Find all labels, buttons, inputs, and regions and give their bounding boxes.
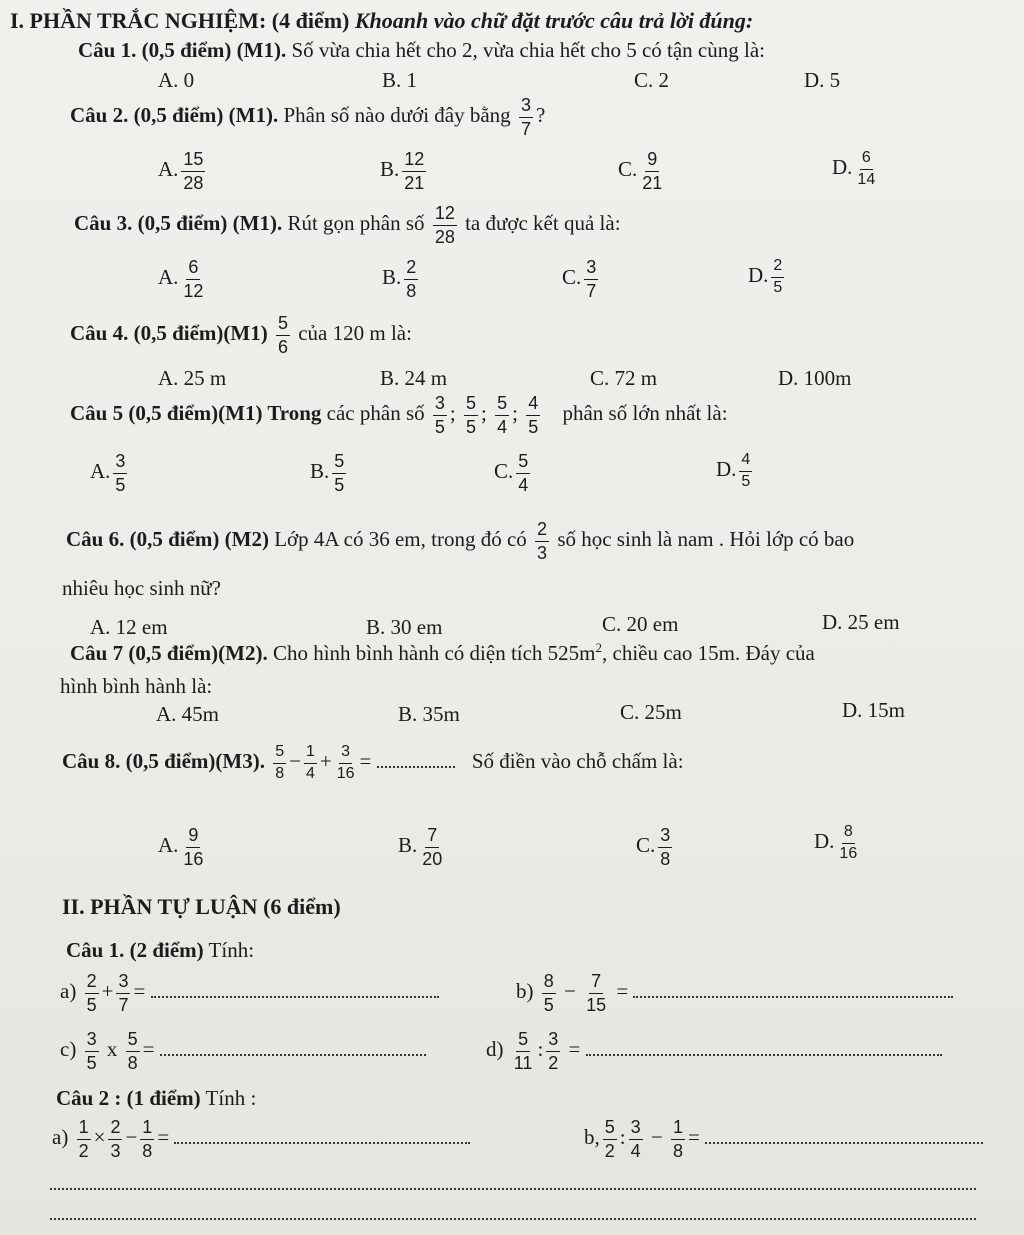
q5-fraction-4: $\frac{4}{5}$ (528, 393, 539, 437)
q8-option-d[interactable]: D. $\frac{8}{16}$ (814, 823, 858, 862)
q4-label: Câu 4. (0,5 điểm)(M1) (70, 321, 268, 346)
q7-option-a[interactable]: A. 45m (156, 702, 219, 726)
p2q1-c-answer[interactable] (160, 1053, 426, 1056)
q3-option-b[interactable]: B. $\frac{2}{8}$ (382, 257, 417, 301)
q4-option-d[interactable]: D. 100m (778, 366, 852, 390)
p2q1-a-answer[interactable] (151, 995, 439, 998)
p2q2-a-answer[interactable] (174, 1141, 470, 1144)
q2-option-b[interactable]: B. $\frac{12}{21}$ (380, 149, 425, 193)
q4-stem (70, 314, 412, 357)
part1-instruction: Khoanh vào chữ đặt trước câu trả lời đúng: (354, 8, 754, 33)
q2-label: Câu 2. (0,5 điểm) (M1). (70, 103, 279, 128)
q5-label: Câu 5 (0,5 điểm)(M1) Trong (70, 401, 322, 426)
q5-option-a[interactable]: A. $\frac{3}{5}$ (90, 451, 126, 495)
q7-option-c[interactable]: C. 25m (620, 700, 682, 724)
q6-option-a[interactable]: A. 12 em (90, 615, 168, 639)
q3-option-c[interactable]: C. $\frac{3}{7}$ (562, 257, 597, 301)
q2-fraction: $\frac{3}{7}$ (520, 95, 531, 139)
p2q2-text: Tính : (205, 1086, 257, 1110)
part1-heading (10, 10, 753, 32)
q8-eq: = (359, 749, 372, 774)
q5-fraction-2: $\frac{5}{5}$ (465, 393, 476, 437)
q4-fraction: $\frac{5}{6}$ (277, 313, 288, 357)
q6-fraction: $\frac{2}{3}$ (537, 519, 548, 563)
q5-option-d[interactable]: D. $\frac{4}{5}$ (716, 451, 751, 490)
q8-term-1: $\frac{5}{8}$ (275, 743, 285, 782)
q5-text: các phân số (326, 401, 425, 426)
p2q1-c: c) $\frac{3}{5}$ x $\frac{5}{8}$ = (60, 1030, 426, 1073)
q2-option-d[interactable]: D. $\frac{6}{14}$ (832, 149, 876, 188)
q5-fraction-1: $\frac{3}{5}$ (434, 393, 445, 437)
q8-op1: − (289, 749, 301, 774)
q2-option-a[interactable]: A. $\frac{15}{28}$ (158, 149, 204, 193)
q7-text: Cho hình bình hành có diện tích 525m (272, 641, 596, 665)
q1-option-d[interactable]: D. 5 (804, 68, 841, 92)
q7-stem (70, 641, 815, 664)
q1-text: Số vừa chia hết cho 2, vừa chia hết cho 5 có tận cùng là: (291, 38, 765, 62)
q6-line2: nhiêu học sinh nữ? (62, 576, 221, 600)
q3-end: ta được kết quả là: (465, 211, 621, 236)
q4-text: của 120 m là: (298, 321, 412, 346)
q5-stem: Câu 5 (0,5 điểm)(M1) Trong các phân số $\frac{3}{5}$ ; $\frac{5}{5}$ ; $\frac{5}{4}$ ; $\frac{4}{5}$ phân số lớn nhất là: (70, 393, 728, 437)
q8-term-3: $\frac{3}{16}$ (336, 743, 355, 782)
q8-stem (62, 744, 684, 783)
q5-option-b[interactable]: B. $\frac{5}{5}$ (310, 451, 345, 495)
q2-option-c[interactable]: C. $\frac{9}{21}$ (618, 149, 663, 193)
q8-end: Số điền vào chỗ chấm là: (471, 749, 684, 774)
p2q1-label: Câu 1. (2 điểm) (66, 938, 204, 962)
q6-end: số học sinh là nam . Hỏi lớp có bao (557, 527, 855, 552)
p2q2-heading (56, 1088, 256, 1109)
q6-stem (66, 520, 854, 563)
q2-text: Phân số nào dưới đây bằng (283, 103, 511, 128)
p2q1-a: a) $\frac{2}{5}$ + $\frac{3}{7}$ = (60, 972, 439, 1015)
q1-option-a[interactable]: A. 0 (158, 68, 195, 92)
q4-option-b[interactable]: B. 24 m (380, 366, 448, 390)
q7-option-d[interactable]: D. 15m (842, 698, 905, 722)
p2q1-d-answer[interactable] (586, 1053, 942, 1056)
q5-end: phân số lớn nhất là: (562, 401, 728, 426)
part2-title: II. PHẦN TỰ LUẬN (6 điểm) (62, 894, 341, 919)
q6-text: Lớp 4A có 36 em, trong đó có (274, 527, 527, 552)
q3-text: Rút gọn phân số (287, 211, 425, 236)
q8-option-b[interactable]: B. $\frac{7}{20}$ (398, 825, 443, 869)
q8-option-a[interactable]: A. $\frac{9}{16}$ (158, 825, 204, 869)
part1-title: I. PHẦN TRẮC NGHIỆM: (4 điểm) (10, 8, 350, 33)
q5-fraction-3: $\frac{5}{4}$ (497, 393, 508, 437)
q3-label: Câu 3. (0,5 điểm) (M1). (74, 211, 283, 236)
q3-option-d[interactable]: D. $\frac{2}{5}$ (748, 257, 783, 296)
p2q2-b: b, $\frac{5}{2}$ : $\frac{3}{4}$ − $\frac{1}{8}$ = (584, 1118, 983, 1161)
q2-stem (70, 96, 545, 139)
q3-option-a[interactable]: A. $\frac{6}{12}$ (158, 257, 204, 301)
q6-option-d[interactable]: D. 25 em (822, 610, 900, 634)
q8-op2: + (319, 749, 332, 774)
q7-end: , chiều cao 15m. Đáy của (602, 641, 815, 665)
p2q1-b-answer[interactable] (633, 995, 953, 998)
q8-term-2: $\frac{1}{4}$ (305, 743, 315, 782)
answer-line-1[interactable] (50, 1188, 976, 1190)
q3-fraction: $\frac{12}{28}$ (434, 203, 455, 247)
q6-option-c[interactable]: C. 20 em (602, 612, 679, 636)
q6-option-b[interactable]: B. 30 em (366, 615, 443, 639)
q6-label: Câu 6. (0,5 điểm) (M2) (66, 527, 269, 552)
q4-option-c[interactable]: C. 72 m (590, 366, 658, 390)
q1-option-c[interactable]: C. 2 (634, 68, 670, 92)
q1-option-b[interactable]: B. 1 (382, 68, 418, 92)
q5-option-c[interactable]: C. $\frac{5}{4}$ (494, 451, 529, 495)
q7-sup: 2 (595, 640, 603, 655)
p2q2-label: Câu 2 : (1 điểm) (56, 1086, 201, 1110)
q4-option-a[interactable]: A. 25 m (158, 366, 227, 390)
q7-label: Câu 7 (0,5 điểm)(M2). (70, 641, 268, 665)
p2q1-heading (66, 940, 254, 961)
q8-answer-blank[interactable] (377, 765, 455, 768)
q8-label: Câu 8. (0,5 điểm)(M3). (62, 749, 265, 774)
q1-stem (78, 40, 765, 61)
p2q2-a: a) $\frac{1}{2}$ × $\frac{2}{3}$ − $\frac{1}{8}$ = (52, 1118, 470, 1161)
q8-option-c[interactable]: C. $\frac{3}{8}$ (636, 825, 671, 869)
p2q1-b: b) $\frac{8}{5}$ − $\frac{7}{15}$ = (516, 972, 953, 1015)
answer-line-2[interactable] (50, 1218, 976, 1220)
q7-option-b[interactable]: B. 35m (398, 702, 460, 726)
p2q1-text: Tính: (208, 938, 255, 962)
q1-label: Câu 1. (0,5 điểm) (M1). (78, 38, 287, 62)
q3-stem (74, 204, 621, 247)
q2-end: ? (535, 103, 546, 128)
q7-line2: hình bình hành là: (60, 674, 213, 698)
p2q2-b-answer[interactable] (705, 1141, 983, 1144)
p2q1-d: d) $\frac{5}{11}$ : $\frac{3}{2}$ = (486, 1030, 942, 1073)
